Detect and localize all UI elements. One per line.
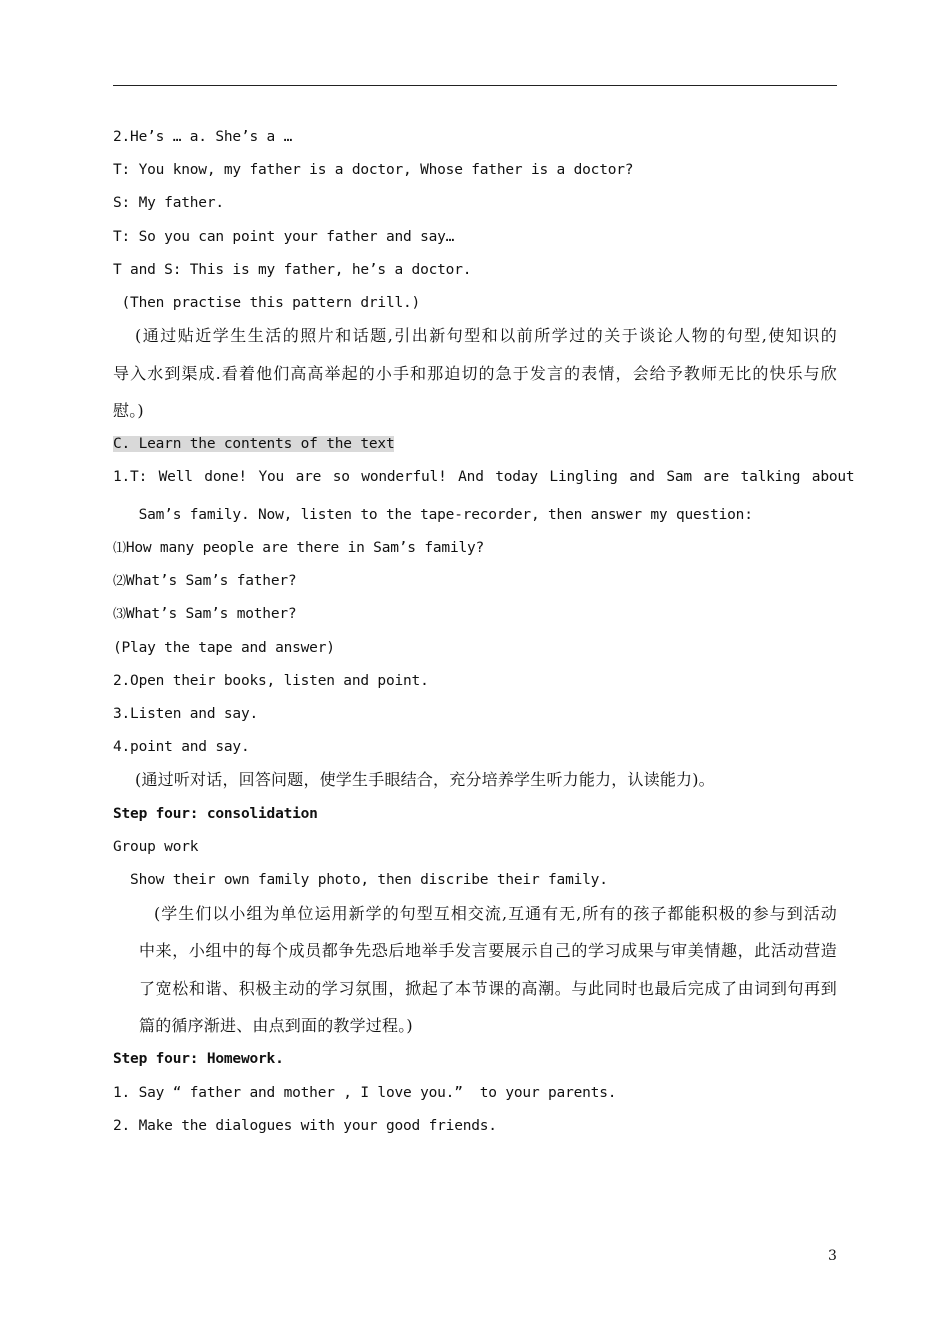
question-item: [113, 538, 484, 559]
chinese-note: 中来，小组中的每个成员都争先恐后地举手发言要展示自己的学习成果与审美情趣，此活动营造: [139, 941, 837, 960]
homework-item: 2. Make the dialogues with your good friends.: [113, 1118, 497, 1134]
text-line: Sam’s family. Now, listen to the tape-recorder, then answer my question:: [113, 507, 753, 523]
header-rule: [113, 85, 837, 86]
question-number: ⑴: [113, 541, 126, 556]
homework-item: 1. Say “ father and mother , I love you.” to your parents.: [113, 1085, 617, 1101]
chinese-note: 慰。): [113, 401, 144, 420]
question-text: What’s Sam’s father?: [125, 573, 297, 589]
chinese-note: (通过贴近学生生活的照片和话题,引出新句型和以前所学过的关于谈论人物的句型,使知识的: [135, 326, 837, 345]
section-c-title: C. Learn the contents of the text: [113, 436, 395, 452]
text-line: Show their own family photo, then discribe their family.: [113, 872, 608, 888]
question-number: ⑵: [113, 574, 126, 589]
text-line: 2.Open their books, listen and point.: [113, 673, 429, 689]
text-line: S: My father.: [113, 195, 224, 211]
chinese-note: (通过听对话，回答问题，使学生手眼结合，充分培养学生听力能力，认读能力)。: [135, 770, 715, 789]
text-line: 3.Listen and say.: [113, 706, 259, 722]
step-heading: Step four: Homework.: [113, 1051, 284, 1067]
text-line: Group work: [113, 839, 199, 855]
text-line: (Play the tape and answer): [113, 640, 335, 656]
text-line: 4.point and say.: [113, 739, 250, 755]
question-item: [113, 604, 296, 625]
text-line: (Then practise this pattern drill.): [113, 295, 421, 311]
chinese-note: 导入水到渠成.看着他们高高举起的小手和那迫切的急于发言的表情，会给予教师无比的快乐与欣: [113, 364, 837, 383]
text-line: T and S: This is my father, he’s a doctor.: [113, 262, 472, 278]
text-line: 1.T: Well done! You are so wonderful! And today Lingling and Sam are talking about: [113, 469, 855, 485]
text-line: T: So you can point your father and say…: [113, 229, 455, 245]
text-line: T: You know, my father is a doctor, Whose father is a doctor?: [113, 162, 634, 178]
chinese-note: 篇的循序渐进、由点到面的教学过程。): [139, 1016, 413, 1035]
question-number: ⑶: [113, 607, 126, 622]
chinese-note: (学生们以小组为单位运用新学的句型互相交流,互通有无,所有的孩子都能积极的参与到活动: [154, 904, 837, 923]
question-text: How many people are there in Sam’s family?: [125, 540, 485, 556]
question-item: [113, 571, 296, 592]
chinese-note: 了宽松和谐、积极主动的学习氛围，掀起了本节课的高潮。与此同时也最后完成了由词到句再到: [139, 979, 837, 998]
page-number: 3: [828, 1248, 837, 1264]
question-text: What’s Sam’s mother?: [125, 606, 297, 622]
step-heading: Step four: consolidation: [113, 806, 318, 822]
section-heading: [113, 434, 394, 454]
text-line: 2.He’s … a. She’s a …: [113, 129, 293, 145]
